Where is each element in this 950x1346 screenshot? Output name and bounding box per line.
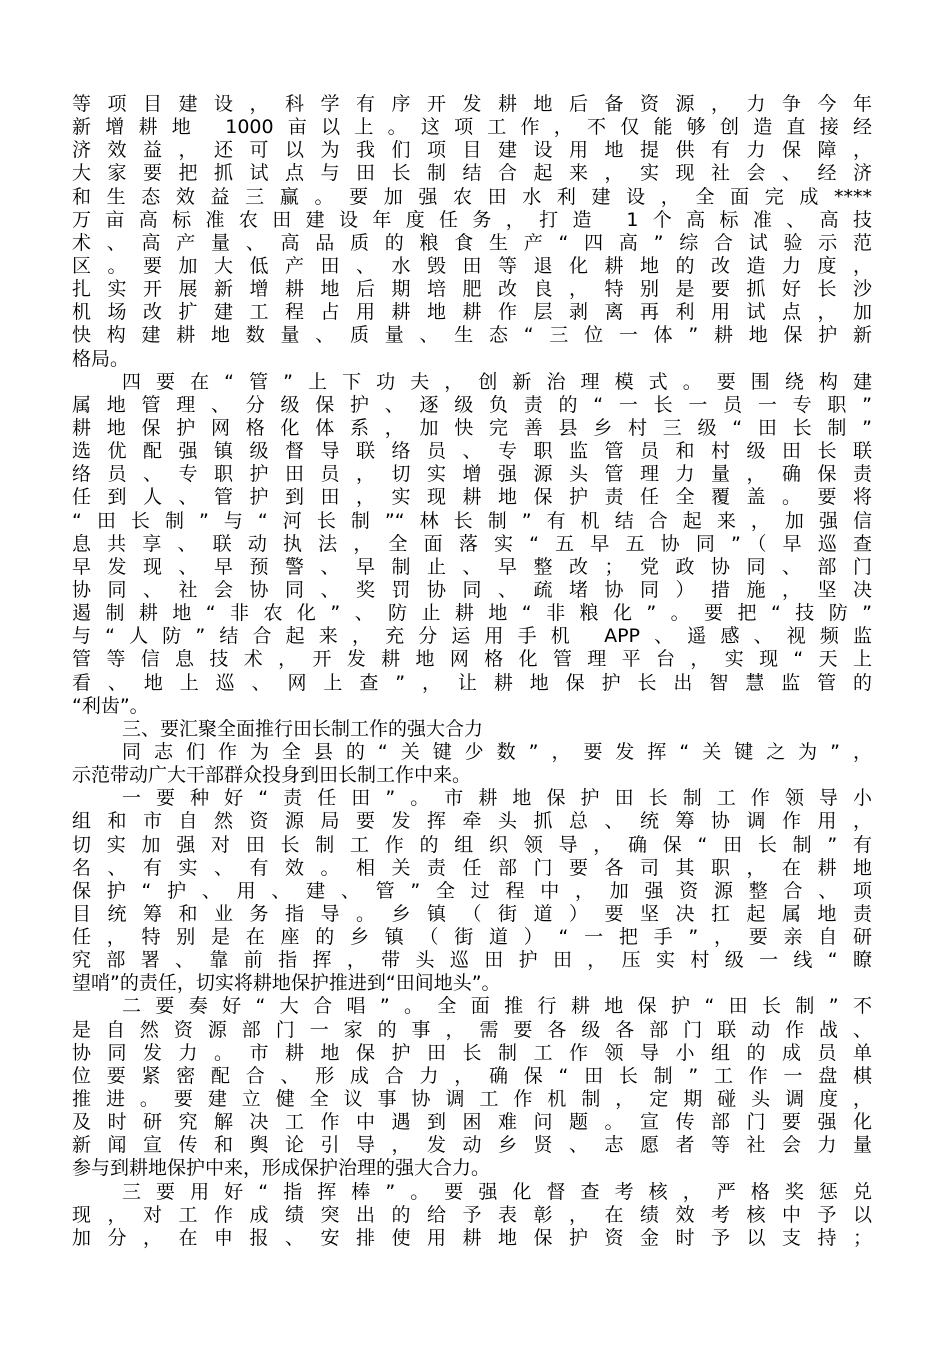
text-line: “利齿”。 xyxy=(72,694,149,717)
text-line: 一要种好“责任田”。市耕地保护田长制工作领导小 xyxy=(122,787,872,810)
text-line: 组和市自然资源局要发挥牵头抓总、统筹协调作用， xyxy=(72,810,872,833)
text-line: 万亩高标准农田建设年度任务，打造 1个高标准、高技 xyxy=(72,208,872,231)
text-line: 遏制耕地“非农化”、防止耕地“非粮化”。要把“技防” xyxy=(72,602,872,625)
text-line: 目统筹和业务指导。乡镇（街道）要坚决扛起属地责 xyxy=(72,902,872,925)
text-line: 是自然资源部门一家的事，需要各级各部门联动作战、 xyxy=(72,1018,872,1041)
text-line: “田长制”与“河长制”“林长制”有机结合起来，加强信 xyxy=(72,509,872,532)
text-line: 三要用好“指挥棒”。要强化督查考核，严格奖惩兑 xyxy=(122,1180,872,1203)
text-line: 等项目建设，科学有序开发耕地后备资源，力争今年 xyxy=(72,93,872,115)
text-line: 位要紧密配合、形成合力，确保“田长制”工作一盘棋 xyxy=(72,1064,872,1087)
text-line: 区。要加大低产田、水毁田等退化耕地的改造力度， xyxy=(72,254,872,277)
text-line: 推进。要建立健全议事协调工作机制，定期碰头调度， xyxy=(72,1088,872,1111)
text-line: 扎实开展新增耕地后期培肥改良，特别是要抓好长沙 xyxy=(72,278,872,301)
text-line: 及时研究解决工作中遇到困难问题。宣传部门要强化 xyxy=(72,1111,872,1134)
text-line: 协同发力。市耕地保护田长制工作领导小组的成员单 xyxy=(72,1041,872,1064)
section-heading: 三、要汇聚全面推行田长制工作的强大合力 xyxy=(122,717,484,740)
text-line: 和生态效益三赢。要加强农田水利建设，全面完成**** xyxy=(72,185,872,208)
text-line: 任到人、管护到田，实现耕地保护责任全覆盖。要将 xyxy=(72,486,872,509)
text-line: 耕地保护网格化体系，加快完善县乡村三级“田长制” xyxy=(72,416,872,439)
text-line: 协同、社会协同、奖罚协同、疏堵协同）措施，坚决 xyxy=(72,578,872,601)
text-line: 早发现、早预警、早制止、早整改；党政协同、部门 xyxy=(72,555,872,578)
text-line: 望哨”的责任，切实将耕地保护推进到“田间地头”。 xyxy=(72,972,501,995)
text-line: 术、高产量、高品质的粮食生产“四高”综合试验示范 xyxy=(72,231,872,254)
text-line: 格局。 xyxy=(72,347,130,370)
text-line: 究部署、靠前指挥，带头巡田护田，压实村级一线“瞭 xyxy=(72,949,872,972)
text-line: 管等信息技术，开发耕地网格化管理平台，实现“天上 xyxy=(72,648,872,671)
text-line: 机场改扩建工程占用耕地耕作层剥离再利用试点，加 xyxy=(72,301,872,324)
document-body xyxy=(72,93,872,1250)
text-line: 任，特别是在座的乡镇（街道）“一把手”，要亲自研 xyxy=(72,926,872,949)
text-line: 大家要把抓试点与田长制结合起来，实现社会、经济 xyxy=(72,162,872,185)
text-line: 四要在“管”上下功夫，创新治理模式。要围绕构建 xyxy=(122,370,872,393)
text-line: 二要奏好“大合唱”。全面推行耕地保护“田长制”不 xyxy=(122,995,872,1018)
text-line: 与“人防”结合起来，充分运用手机 APP、遥感、视频监 xyxy=(72,625,872,648)
text-line: 同志们作为全县的“关键少数”，要发挥“关键之为”， xyxy=(122,740,872,763)
text-line: 新增耕地 1000亩以上。这项工作，不仅能够创造直接经 xyxy=(72,116,872,139)
text-line: 息共享、联动执法，全面落实“五早五协同”（早巡查 xyxy=(72,532,872,555)
text-line: 现，对工作成绩突出的给予表彰，在绩效考核中予以 xyxy=(72,1203,872,1226)
text-line: 济效益，还可以为我们项目建设用地提供有力保障， xyxy=(72,139,872,162)
text-line: 新闻宣传和舆论引导，发动乡贤、志愿者等社会力量 xyxy=(72,1134,872,1157)
text-line: 看、地上巡、网上查”，让耕地保护长出智慧监管的 xyxy=(72,671,872,694)
text-line: 选优配强镇级督导联络员、专职监管员和村级田长联 xyxy=(72,440,872,463)
text-line: 加分，在申报、安排使用耕地保护资金时予以支持； xyxy=(72,1226,872,1249)
text-line: 参与到耕地保护中来，形成保护治理的强大合力。 xyxy=(72,1157,491,1180)
text-line: 络员、专职护田员，切实增强源头管理力量，确保责 xyxy=(72,463,872,486)
text-line: 切实加强对田长制工作的组织领导，确保“田长制”有 xyxy=(72,833,872,856)
text-line: 快构建耕地数量、质量、生态“三位一体”耕地保护新 xyxy=(72,324,872,347)
text-line: 保护“护、用、建、管”全过程中，加强资源整合、项 xyxy=(72,879,872,902)
text-line: 示范带动广大干部群众投身到田长制工作中来。 xyxy=(72,764,472,787)
text-line: 属地管理、分级保护、逐级负责的“一长一员一专职” xyxy=(72,393,872,416)
text-line: 名、有实、有效。相关责任部门要各司其职，在耕地 xyxy=(72,856,872,879)
